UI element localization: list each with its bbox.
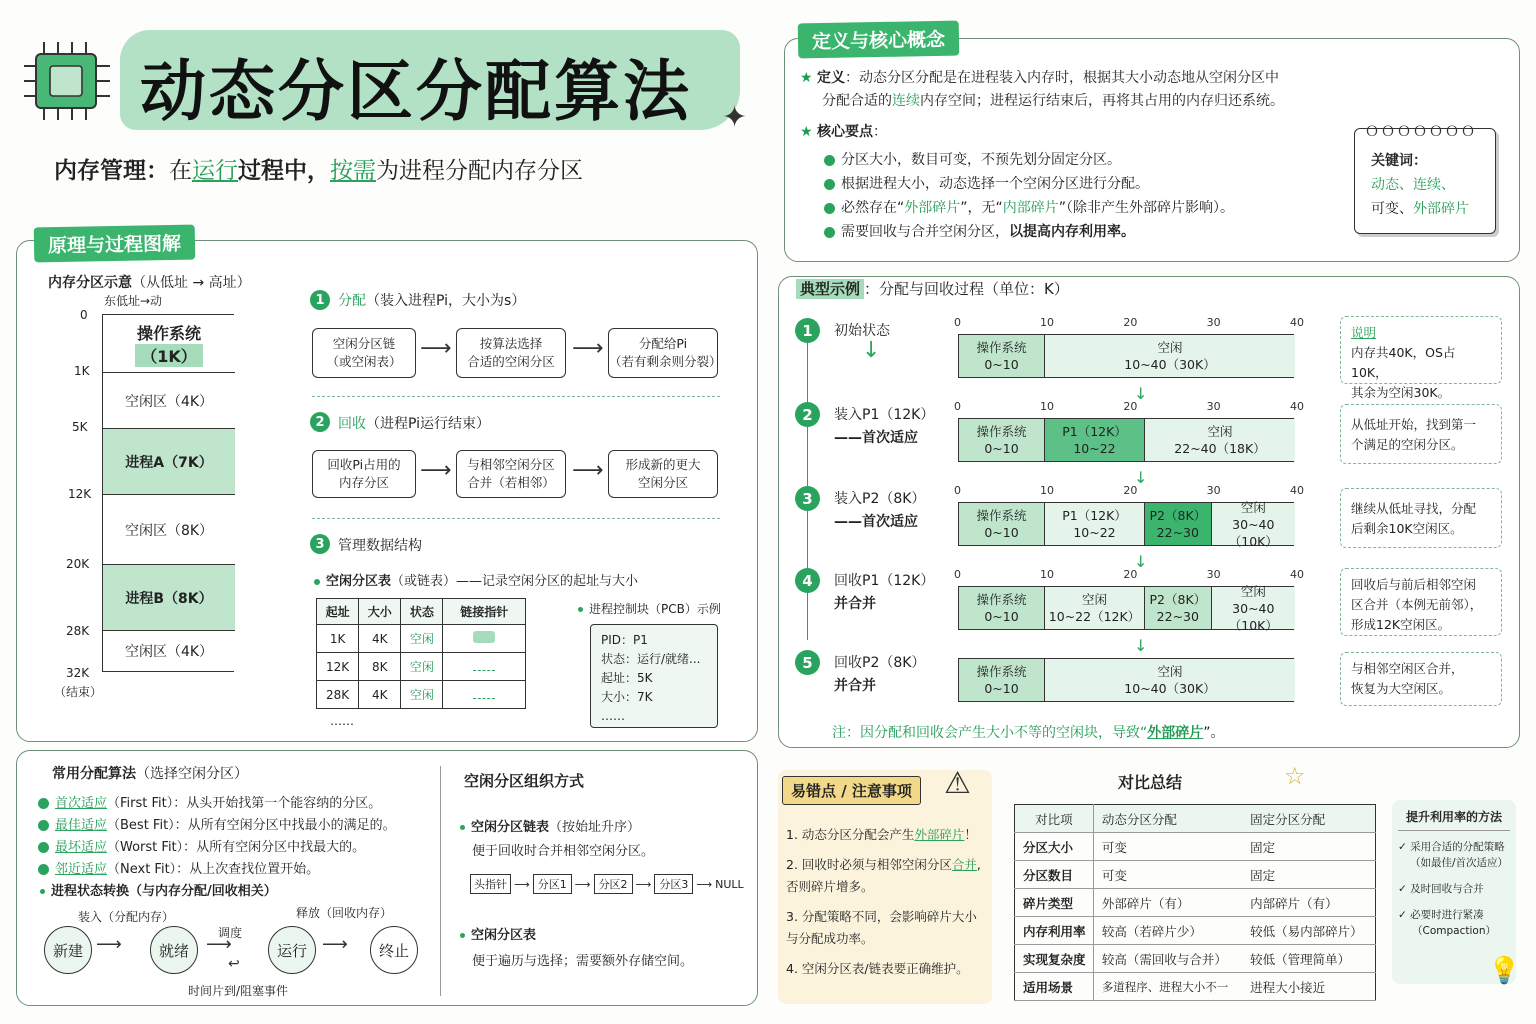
example-step-label: 初始状态 [834,323,890,339]
algo-item-2: 最佳适应（Best Fit）：从所有空闲分区中找最小的满足的。 [38,814,396,833]
p1-segment: P1（12K） 10~22 [1045,503,1145,545]
down-arrow-icon: ↓ [1134,636,1148,655]
step3-badge: 3 [310,534,330,554]
memory-bar-1 [958,334,1294,378]
tip-item: ✓ 必要时进行紧凑 [1398,909,1484,921]
memory-sub: 东低址→动 [104,294,163,308]
pcb-card: PID：P1 状态：运行/就绪... 起址：5K 大小：7K …… [590,624,718,728]
tip-item: ✓ 采用合适的分配策略 [1398,841,1505,853]
arrow-icon: ⟶ [96,934,122,955]
cycle-arrow-icon: ↩ [228,956,240,972]
example-title: 典型示例 ：分配与回收过程（单位：K） [796,278,1069,299]
scale-tick: 0 [954,484,961,497]
example-step-badge: 3 [795,486,820,511]
org-d2: 便于遍历与选择；需要额外存储空间。 [472,954,694,969]
example-step-badge: 2 [795,402,820,427]
memory-title: 内存分区示意（从低址 → 高址） [48,275,251,291]
trans-load: 装入（分配内存） [78,910,175,924]
tips-title: 提升利用率的方法 [1398,808,1510,831]
step3-title: 管理数据结构 [338,538,422,554]
lightbulb-icon: 💡 [1488,956,1521,986]
reclaim-box-2: 与相邻空闲分区 合并（若相邻） [456,450,566,498]
addr-0: 0 [80,308,88,322]
arrow-icon: ⟶ [572,336,604,361]
free-table: 起址 大小 状态 链接指针 1K 4K 空闲 12K 8K 空闲 28K 4K 空闲 [316,598,526,709]
scale-tick: 20 [1123,316,1138,329]
state-ready: 就绪 [150,926,198,974]
page-title: 动态分区分配算法 [140,53,692,130]
errors-list [786,824,990,980]
org-d1: 便于回收时合并相邻空闲分区。 [472,844,655,859]
error-item: 1. 动态分区分配会产生外部碎片！ [786,827,977,842]
addr-28k: 28K [66,624,90,638]
arrow-icon: ⟶ [572,458,604,483]
state-exit: 终止 [370,926,418,974]
key-point-3: 必然存在“外部碎片”，无“内部碎片”（除非产生外部碎片影响）。 [824,197,1234,217]
alloc-box-3: 分配给Pi （若有剩余则分裂） [608,328,718,378]
step2-title: 回收（进程Pi运行结束） [338,416,491,432]
free-segment: 空闲 10~40（30K） [1045,335,1295,377]
scale-tick: 20 [1123,484,1138,497]
arrow-icon: ⟶ [206,934,232,955]
mem-proc-b: 进程B（8K） [103,565,235,631]
example-step-badge: 5 [795,650,820,675]
error-item: 3. 分配策略不同，会影响碎片大小 [786,909,977,924]
star-icon: ★ [800,70,813,86]
memory-bar-2 [958,418,1294,462]
free-segment: 空闲 30~40（10K） [1212,587,1295,629]
algo-item-3: 最坏适应（Worst Fit）：从所有空闲分区中找最大的。 [38,836,365,855]
tip-item: （如最佳/首次适应） [1410,857,1509,869]
state-new: 新建 [44,926,92,974]
addr-32k: 32K [66,666,90,680]
scale-tick: 10 [1040,568,1054,581]
error-item: 与分配成功率。 [786,931,874,946]
ring-icon: ＯＯＯＯＯＯＯ [1365,124,1477,140]
org-t2: 空闲分区表 [460,924,536,943]
compare-table: 对比项 动态分区分配 固定分区分配 分区大小 可变 固定 分区数目 可变 固定 碎片类型 外部碎片（有） 内部碎片（有） 内存利用率 较高（若碎片少） 较低（易内部碎片） 实现复杂度 较高（需回收与合并） 较低（管理简单） 适用场景 多道程序、进程大小不一 进程大小接近 [1014,804,1376,1001]
os-segment: 操作系统 0~10 [959,659,1045,701]
scale-tick: 40 [1290,316,1304,329]
memory-bar-5 [958,658,1294,702]
scale-tick: 20 [1123,568,1138,581]
memory-bar-3 [958,499,1294,549]
key-point-2: 根据进程大小，动态选择一个空闲分区进行分配。 [824,173,1149,193]
example-step-badge: 1 [795,318,820,343]
divider [312,518,720,519]
mem-proc-a: 进程A（7K） [103,429,235,495]
subtitle: 内存管理：在运行过程中，按需为进程分配内存分区 [54,158,583,184]
free-table-more: …… [330,714,354,728]
trans-timeout: 时间片到/阻塞事件 [188,984,289,998]
vertical-divider [440,766,441,996]
free-segment: 空闲 30~40（10K） [1212,503,1295,545]
p1-segment: P1（12K） 10~22 [1045,419,1145,461]
sparkle-icon: ✦ [722,100,748,135]
key-points-title: ★ 核心要点： [800,124,888,140]
algo-item-1: 首次适应（First Fit）：从头开始找第一个能容纳的分区。 [38,792,381,811]
scale-tick: 0 [954,568,961,581]
error-item: 2. 回收时必须与相邻空闲分区合并, [786,857,981,872]
alloc-box-2: 按算法选择 合适的空闲分区 [456,328,566,378]
star-icon: ★ [800,124,813,140]
memory-bar-4 [958,583,1294,633]
algo-item-4: 邻近适应（Next Fit）：从上次查找位置开始。 [38,858,319,877]
scale-tick: 40 [1290,400,1304,413]
step1-badge: 1 [310,290,330,310]
scale-tick: 30 [1206,484,1221,497]
pointer-icon [473,691,495,699]
memory-column [102,314,234,672]
scale-tick: 0 [954,400,961,413]
p2-segment: P2（8K） 22~30 [1145,503,1212,545]
state-running: 运行 [268,926,316,974]
org-t1: 空闲分区链表（按始址升序） [460,816,640,835]
example-step-badge: 4 [795,568,820,593]
compare-title: 对比总结 [1118,773,1183,792]
def-line1: ★ 定义：动态分区分配是在进程装入内存时，根据其大小动态地从空闲分区中 [800,70,1280,86]
mem-free-3: 空闲区（4K） [103,631,235,671]
pointer-icon [473,631,495,643]
free-table-title: 空闲分区表（或链表）——记录空闲分区的起址与大小 [314,570,638,589]
scale-tick: 0 [954,316,961,329]
addr-1k: 1K [74,364,90,378]
chip-icon [22,38,114,124]
arrow-icon: ⟶ [420,458,452,483]
alloc-box-1: 空闲分区链 （或空闲表） [312,328,416,378]
principle-tag: 原理与过程图解 [34,225,196,263]
example-step-label: 回收P2（8K） 并合并 [834,655,926,694]
key-point-4: 需要回收与合并空闲分区，以提高内存利用率。 [824,221,1135,241]
chain-node-3: 分区3 [654,874,693,894]
scale-tick: 30 [1206,568,1221,581]
down-arrow-icon: ↓ [1134,468,1148,487]
star-icon: ☆ [1284,762,1306,790]
reclaim-box-3: 形成新的更大 空闲分区 [608,450,718,498]
chain-head: 头指针 [470,874,511,894]
chain-node-1: 分区1 [533,874,572,894]
divider [312,396,720,397]
scale-tick: 40 [1290,568,1304,581]
addr-end: （结束） [54,685,103,699]
down-arrow-icon: ↓ [862,338,881,363]
addr-20k: 20K [66,557,90,571]
tip-item: ✓ 及时回收与合并 [1398,883,1484,895]
scale-tick: 30 [1206,316,1221,329]
error-item: 否则碎片增多。 [786,879,874,894]
chain-diagram: 头指针 ⟶ 分区1 ⟶ 分区2 ⟶ 分区3 ⟶ NULL [470,874,744,894]
step1-title: 分配（装入进程Pi，大小为s） [338,293,526,309]
note-1: 说明 内存共40K，OS占10K， 其余为空闲30K。 [1340,316,1502,384]
free-segment: 空闲 10~40（30K） [1045,659,1295,701]
trans-release: 释放（回收内存） [296,906,393,920]
org-title: 空闲分区组织方式 [464,772,585,790]
down-arrow-icon: ↓ [1134,384,1148,403]
keyword-notepad: ＯＯＯＯＯＯＯ 关键词： 动态、连续、 可变、外部碎片 [1354,128,1496,234]
definition-tag: 定义与核心概念 [798,21,960,59]
mem-free-1: 空闲区（4K） [103,373,235,429]
scale-tick: 10 [1040,484,1054,497]
mem-os: 操作系统 （1K） [103,315,235,373]
free-segment: 空闲 10~22（12K） [1045,587,1145,629]
note-3: 继续从低址寻找，分配 后剩余10K空闲区。 [1340,488,1502,548]
note-4: 回收后与前后相邻空闲 区合并（本例无前邻）， 形成12K空闲区。 [1340,568,1502,636]
os-segment: 操作系统 0~10 [959,335,1045,377]
example-step-label: 回收P1（12K） 并合并 [834,573,935,612]
example-step-label: 装入P2（8K） ——首次适应 [834,491,926,530]
free-segment: 空闲 22~40（18K） [1145,419,1295,461]
errors-title: 易错点 / 注意事项 [782,776,921,805]
key-point-1: 分区大小，数目可变，不预先划分固定分区。 [824,149,1121,169]
reclaim-box-1: 回收Pi占用的 内存分区 [312,450,416,498]
error-item: 4. 空闲分区表/链表要正确维护。 [786,961,969,976]
trans-schedule: 调度 [218,926,243,940]
arrow-icon: ⟶ [322,934,348,955]
scale-tick: 30 [1206,400,1221,413]
tip-item: （Compaction） [1412,925,1496,937]
scale-tick: 40 [1290,484,1304,497]
mem-free-2: 空闲区（8K） [103,495,235,565]
scale-tick: 20 [1123,400,1138,413]
def-line2: 分配合适的连续内存空间；进程运行结束后，再将其占用的内存归还系统。 [822,93,1284,109]
down-arrow-icon: ↓ [1134,552,1148,571]
algo-title: 常用分配算法（选择空闲分区） [52,766,248,782]
example-step-label: 装入P1（12K） ——首次适应 [834,407,935,446]
note-5: 与相邻空闲区合并， 恢复为大空闲区。 [1340,652,1502,706]
scale-tick: 10 [1040,400,1054,413]
os-segment: 操作系统 0~10 [959,419,1045,461]
state-title: 进程状态转换（与内存分配/回收相关） [40,880,277,899]
example-footer: 注：因分配和回收会产生大小不等的空闲块，导致“外部碎片”。 [832,725,1225,741]
step2-badge: 2 [310,412,330,432]
os-segment: 操作系统 0~10 [959,503,1045,545]
os-segment: 操作系统 0~10 [959,587,1045,629]
addr-5k: 5K [72,420,88,434]
scale-tick: 10 [1040,316,1054,329]
chain-null: NULL [715,877,744,891]
pcb-title: 进程控制块（PCB）示例 [578,600,721,617]
chain-node-2: 分区2 [594,874,633,894]
warning-icon: ⚠ [944,766,971,801]
arrow-icon: ⟶ [420,336,452,361]
pointer-icon [473,663,495,671]
note-2: 从低址开始，找到第一 个满足的空闲分区。 [1340,404,1502,464]
p2-segment: P2（8K） 22~30 [1145,587,1212,629]
addr-12k: 12K [68,487,92,501]
